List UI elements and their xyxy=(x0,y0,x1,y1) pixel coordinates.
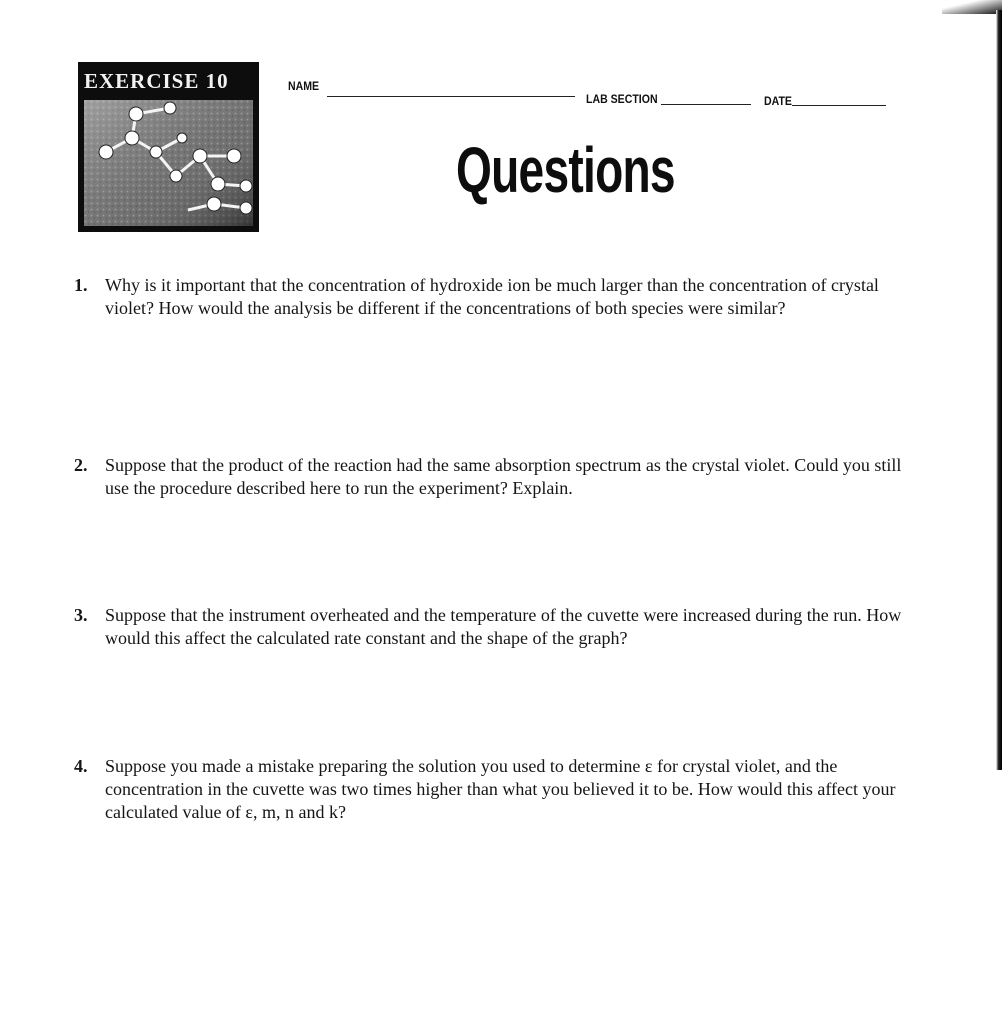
page-title: Questions xyxy=(456,134,675,206)
question-text: Why is it important that the concentration of hydroxide ion be much larger than the concentration of crystal violet? How would the analysis be different if the concentrations of both species were similar? xyxy=(105,275,879,318)
question-number: 2. xyxy=(74,455,88,475)
scan-edge-right xyxy=(996,10,1002,770)
name-label: NAME xyxy=(288,79,320,93)
question-text: Suppose that the instrument overheated and the temperature of the cuvette were increased during the run. How would this affect the calculated rate constant and the shape of the graph? xyxy=(105,605,902,648)
scan-edge-corner xyxy=(942,0,1002,14)
question-4 xyxy=(74,755,914,824)
date-field[interactable] xyxy=(792,105,886,106)
lab-section-label: LAB SECTION xyxy=(586,92,658,106)
question-number: 4. xyxy=(74,756,88,776)
question-number: 3. xyxy=(74,605,88,625)
date-label: DATE xyxy=(764,94,792,108)
question-2 xyxy=(74,454,914,500)
question-3 xyxy=(74,604,914,650)
molecule-network-icon xyxy=(84,100,253,226)
exercise-badge-title: EXERCISE 10 xyxy=(84,69,229,93)
question-number: 1. xyxy=(74,275,88,295)
name-field[interactable] xyxy=(327,96,575,97)
lab-section-field[interactable] xyxy=(661,104,751,105)
question-text: Suppose you made a mistake preparing the solution you used to determine ε for crystal violet, and the concentration in the cuvette was two times higher than what you believed it to be. How would this affect your calculated value of ε, m, n and k? xyxy=(105,756,896,822)
exercise-badge xyxy=(78,62,259,232)
question-1 xyxy=(74,274,914,320)
question-text: Suppose that the product of the reaction had the same absorption spectrum as the crystal violet. Could you still use the procedure described here to run the experiment? Explain. xyxy=(105,455,902,498)
